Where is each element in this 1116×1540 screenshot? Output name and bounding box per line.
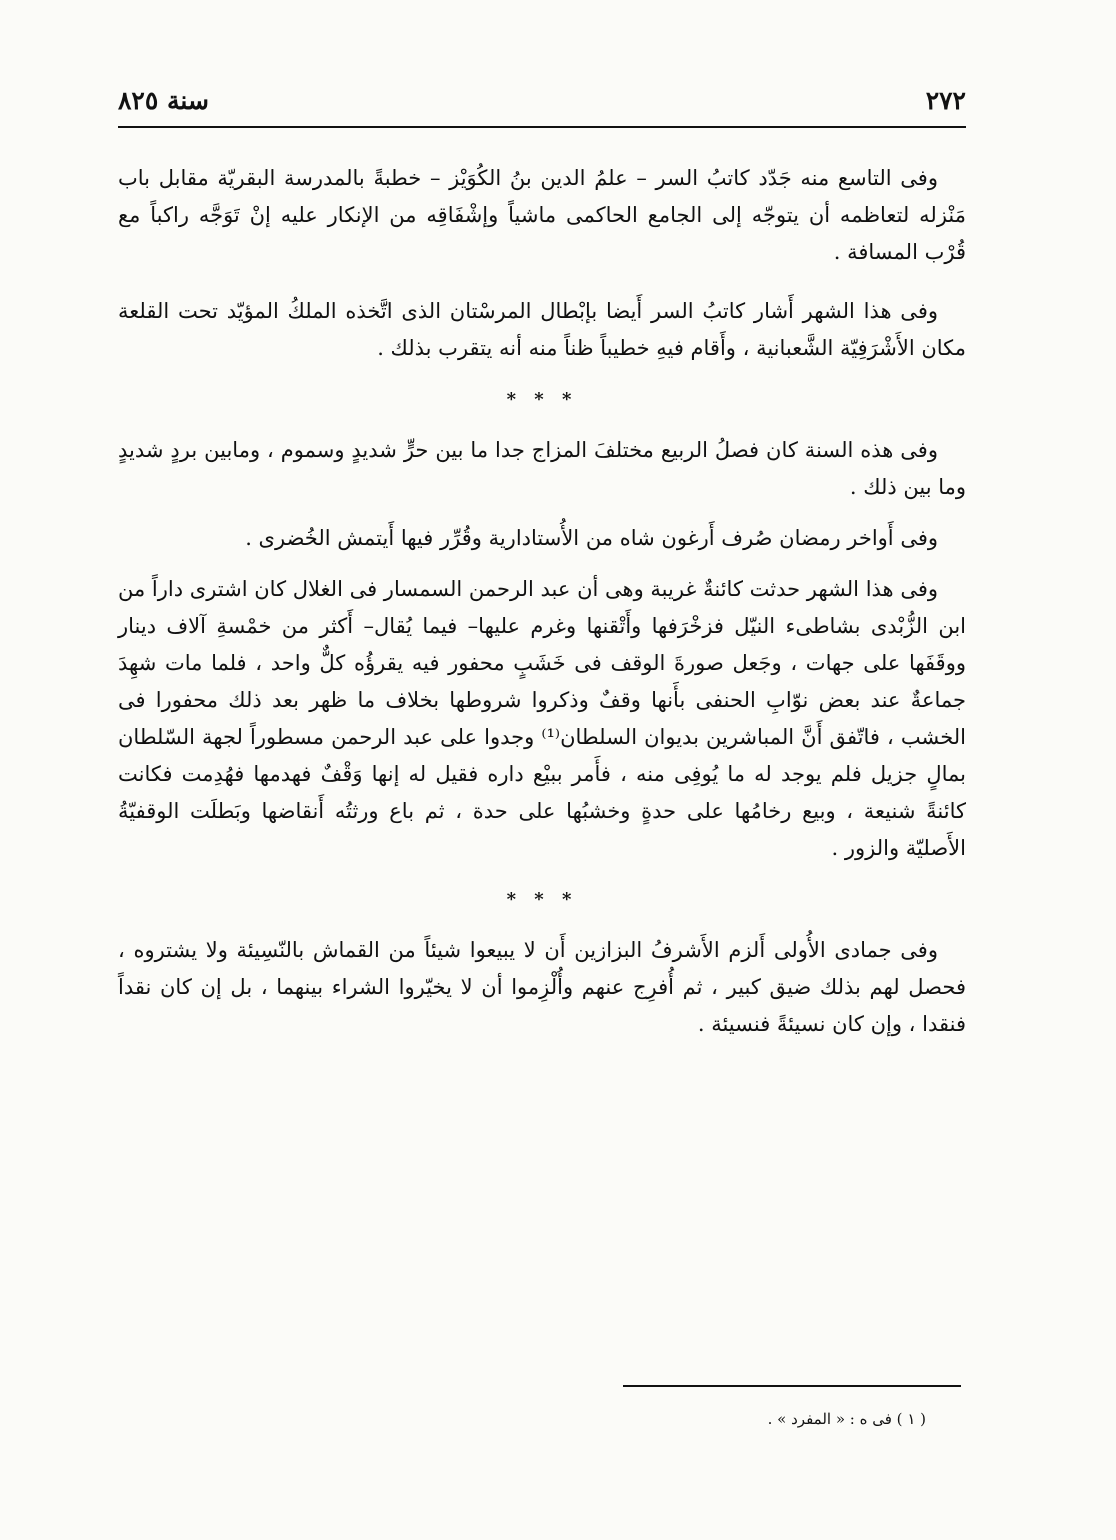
section-separator: * * * bbox=[506, 389, 578, 410]
page-number: ٢٧٢ bbox=[925, 86, 966, 115]
paragraph: وفى هذه السنة كان فصلُ الربيع مختلفَ المزاج جدا ما بين حرٍّ شديدٍ وسموم ، ومابين بردٍ شديدٍ وما بين ذلك . bbox=[118, 438, 966, 499]
paragraph: وفى أَواخر رمضان صُرف أَرغون شاه من الأُستادارية وقُرِّر فيها أَيتمش الخُضرى . bbox=[245, 526, 938, 550]
page-header bbox=[118, 86, 966, 128]
footnote: ( ١ ) فى ه : « المفرد » . bbox=[767, 1410, 926, 1428]
paragraph-gap bbox=[118, 557, 966, 571]
body-text bbox=[118, 160, 966, 1043]
paragraph: وفى جمادى الأُولى أَلزم الأَشرفُ البزازين أَن لا يبيعوا شيئاً من القماش بالنّسِيئة ولا يشتروه ، فحصل لهم بذلك ضيق كبير ، ثم أُفرِج عنهم وأُلْزِموا أن لا يخيّروا الشراء بينهما ، بل إن كان نقداً فنقدا ، وإن كان نسيئةً فنسيئة . bbox=[118, 938, 966, 1036]
paragraph-gap bbox=[118, 271, 966, 293]
paragraph: وفى هذا الشهر أَشار كاتبُ السر أَيضا بإبْطال المرسْتان الذى اتَّخذه الملكُ المؤيّد تحت القلعة مكان الأَشْرَفِيّة الشَّعبانية ، وأَقام فيهِ خطيباً ظناً منه أنه يتقرب بذلك . bbox=[118, 299, 966, 360]
paragraph: وفى التاسع منه جَدّد كاتبُ السر – علمُ الدين بنُ الكُوَيْز – خطبةً بالمدرسة البقريّة مقابل باب مَنْزله لتعاظمه أن يتوجّه إلى الجامع الحاكمى ماشياً وإشْفَاقِه من الإنكار عليه إنْ تَوَجَّه راكباً مع قُرْب المسافة . bbox=[118, 166, 966, 264]
paragraph: وفى هذا الشهر حدثت كائنةٌ غريبة وهى أن عبد الرحمن السمسار فى الغلال كان اشترى داراً من ابن الزُّبْدى بشاطىء النيّل فزخْرَفها وأَتْقنها وغرم عليها– فيما يُقال– أَكثر من خمْسةِ آلاف دينار ووقَفَها على جهات ، وجَعل صورةَ الوقف فى خَشَبٍ محفور فيه يقرؤُه كلٌّ واحد ، فلما مات شهِدَ جماعةٌ عند بعض نوّابِ الحنفى بأَنها وقفٌ وذكروا شروطها بخلاف ما ظهر بعد ذلك محفورا فى الخشب ، فاتّفق أَنَّ المباشرين بديوان السلطان⁽¹⁾ وجدوا على عبد الرحمن مسطوراً لجهة السّلطان بمالٍ جزيل فلم يوجد له ما يُوفِى منه ، فأَمر ببيْع داره فقيل له إنها وَقْفٌ فهدمها فهُدِمت فكانت كائنةً شنيعة ، وبيع رخامُها على حدةٍ وخشبُها على حدة ، ثم باع ورثتُه أَنقاضها وبَطلَت الوقفيّةُ الأَصليّة والزور . bbox=[118, 577, 966, 860]
paragraph-gap bbox=[118, 506, 966, 520]
section-separator: * * * bbox=[506, 889, 578, 910]
footnote-rule bbox=[623, 1385, 961, 1387]
running-title: سنة ٨٢٥ bbox=[118, 86, 209, 115]
